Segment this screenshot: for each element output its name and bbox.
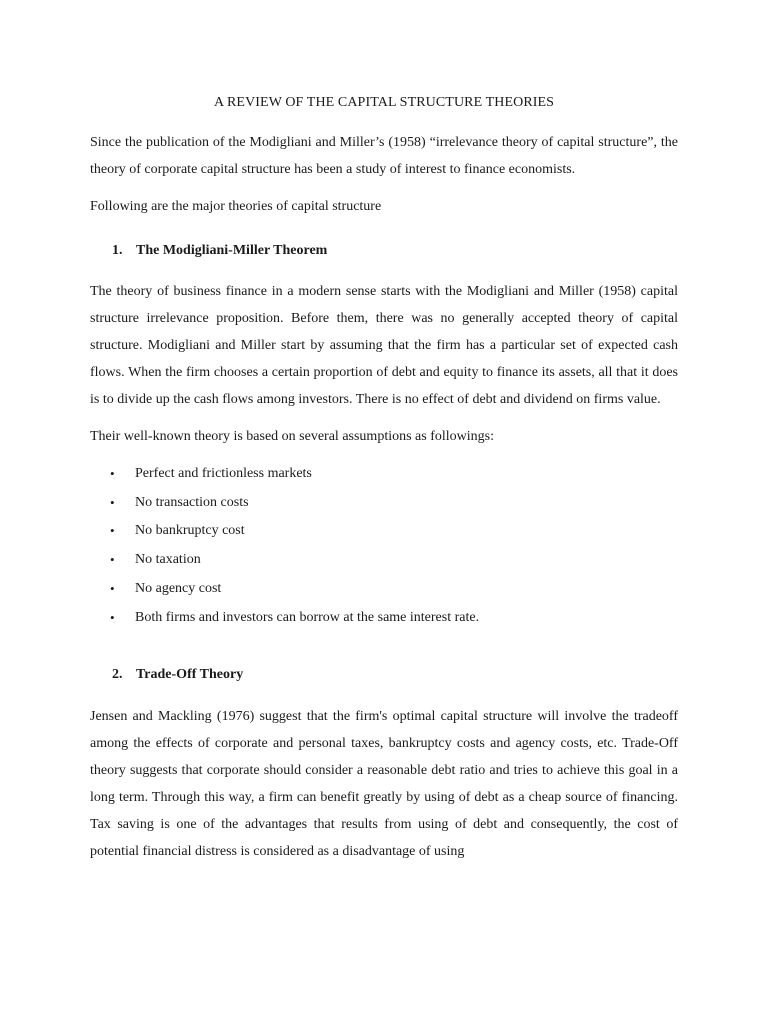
list-item-text: No bankruptcy cost: [135, 523, 245, 539]
bullet-icon: •: [110, 494, 115, 510]
list-item-text: No transaction costs: [135, 494, 249, 510]
list-item-text: No agency cost: [135, 580, 222, 596]
assumptions-lead-paragraph: Their well-known theory is based on several assumptions as followings:: [90, 429, 494, 444]
intro-paragraph: Since the publication of the Modigliani and Miller’s (1958) “irrelevance theory of capital structure”, the theory of corporate capital structure has been a study of interest to finance economists.: [90, 135, 678, 177]
section-heading-trade-off: [90, 666, 678, 683]
modigliani-miller-paragraph: The theory of business finance in a modern sense starts with the Modigliani and Miller (1958) capital structure irrelevance proposition. Before them, there was no generally accepted theory of capital structure. Modigliani and Miller start by assuming that the firm has a particular set of expected cash flows. When the firm chooses a certain proportion of debt and equity to finance its assets, all that it does is to divide up the cash flows among investors. There is no effect of debt and dividend on firms value.: [90, 284, 678, 407]
bullet-icon: •: [110, 466, 115, 481]
list-item-text: Perfect and frictionless markets: [135, 466, 312, 481]
trade-off-paragraph: Jensen and Mackling (1976) suggest that the firm's optimal capital structure will involve the tradeoff among the effects of corporate and personal taxes, bankruptcy costs and agency costs, etc. Trade-Off theory suggests that corporate should consider a reasonable debt ratio and tries to achieve this goal in a long term. Through this way, a firm can benefit greatly by using of debt as a cheap source of financing. Tax saving is one of the advantages that results from using of debt and consequently, the cost of potential financial distress is considered as a disadvantage of using: [90, 709, 678, 860]
list-item-text: No taxation: [135, 552, 201, 568]
list-item: [90, 517, 678, 546]
list-item: [90, 546, 678, 575]
theories-lead-paragraph: Following are the major theories of capital structure: [90, 199, 382, 214]
bullet-icon: •: [110, 523, 115, 539]
bullet-icon: •: [110, 580, 115, 596]
list-item-text: Both firms and investors can borrow at the same interest rate.: [135, 609, 480, 625]
list-item: [90, 489, 678, 518]
list-item: [90, 604, 678, 633]
section-heading-modigliani-miller: [90, 242, 678, 259]
document-title: A REVIEW OF THE CAPITAL STRUCTURE THEORIES: [213, 95, 555, 110]
assumptions-list: [90, 460, 678, 632]
section-title: Trade-Off Theory: [136, 667, 244, 683]
bullet-icon: •: [110, 552, 115, 568]
list-item: [90, 575, 678, 604]
section-number: 2.: [112, 667, 123, 683]
bullet-icon: •: [110, 609, 115, 625]
section-number: 1.: [112, 243, 123, 258]
list-item: [90, 460, 678, 489]
section-title: The Modigliani-Miller Theorem: [136, 243, 328, 258]
